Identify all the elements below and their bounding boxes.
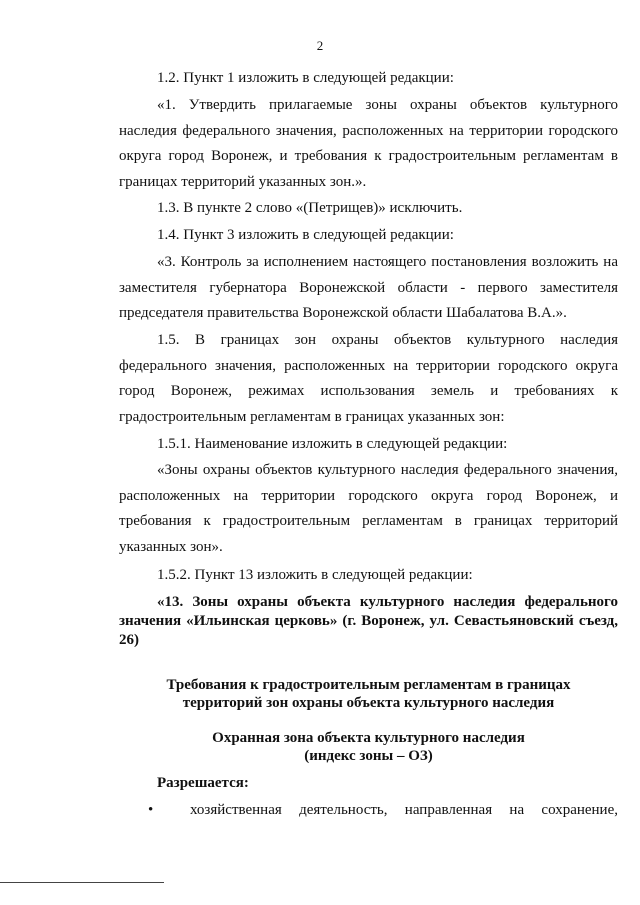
paragraph-quote-3: «3. Контроль за исполнением настоящего постановления возложить на заместителя губернатора Воронежской области - первого заместителя председателя правительства Воронежской области Шабалатова В.А.». (119, 254, 618, 321)
paragraph-1-5-2: 1.5.2. Пункт 13 изложить в следующей редакции: (157, 567, 473, 583)
list-item-text: хозяйственная деятельность, направленная на сохранение, (190, 802, 618, 818)
paragraph-1-5-1: 1.5.1. Наименование изложить в следующей редакции: (157, 436, 508, 452)
requirements-heading-line-2: территорий зон охраны объекта культурного наследия (182, 695, 555, 711)
zone-heading-line-2: (индекс зоны – ОЗ) (304, 748, 433, 764)
paragraph-1-5: 1.5. В границах зон охраны объектов культурного наследия федерального значения, расположенных на территории городского округа город Воронеж, режимах использования земель и требованиях к градостроительным регламентам в границах указанных зон: (119, 332, 618, 425)
paragraph-item-13: «13. Зоны охраны объекта культурного наследия федерального значения «Ильинская церковь» (г. Воронеж, ул. Севастьяновский съезд, 26) (119, 594, 618, 648)
footer-divider (0, 882, 164, 883)
paragraph-1-3: 1.3. В пункте 2 слово «(Петрищев)» исключить. (157, 200, 463, 216)
paragraph-zones-title: «Зоны охраны объектов культурного наследия федерального значения, расположенных на территории городского округа город Воронеж, и требования к градостроительным регламентам в границах территорий указанных зон». (119, 462, 618, 555)
zone-heading-line-1: Охранная зона объекта культурного наследия (212, 730, 525, 746)
bullet-icon: • (148, 802, 154, 818)
page-number: 2 (316, 38, 324, 53)
paragraph-1-2: 1.2. Пункт 1 изложить в следующей редакции: (157, 70, 454, 86)
requirements-heading-line-1: Требования к градостроительным регламентам в границах (166, 677, 571, 693)
paragraph-quote-1: «1. Утвердить прилагаемые зоны охраны объектов культурного наследия федерального значения, расположенных на территории городского округа город Воронеж, и требования к градостроительным регламентам в границах территорий указанных зон.». (119, 97, 618, 190)
allowed-label: Разрешается: (157, 775, 249, 791)
paragraph-1-4: 1.4. Пункт 3 изложить в следующей редакции: (157, 227, 454, 243)
